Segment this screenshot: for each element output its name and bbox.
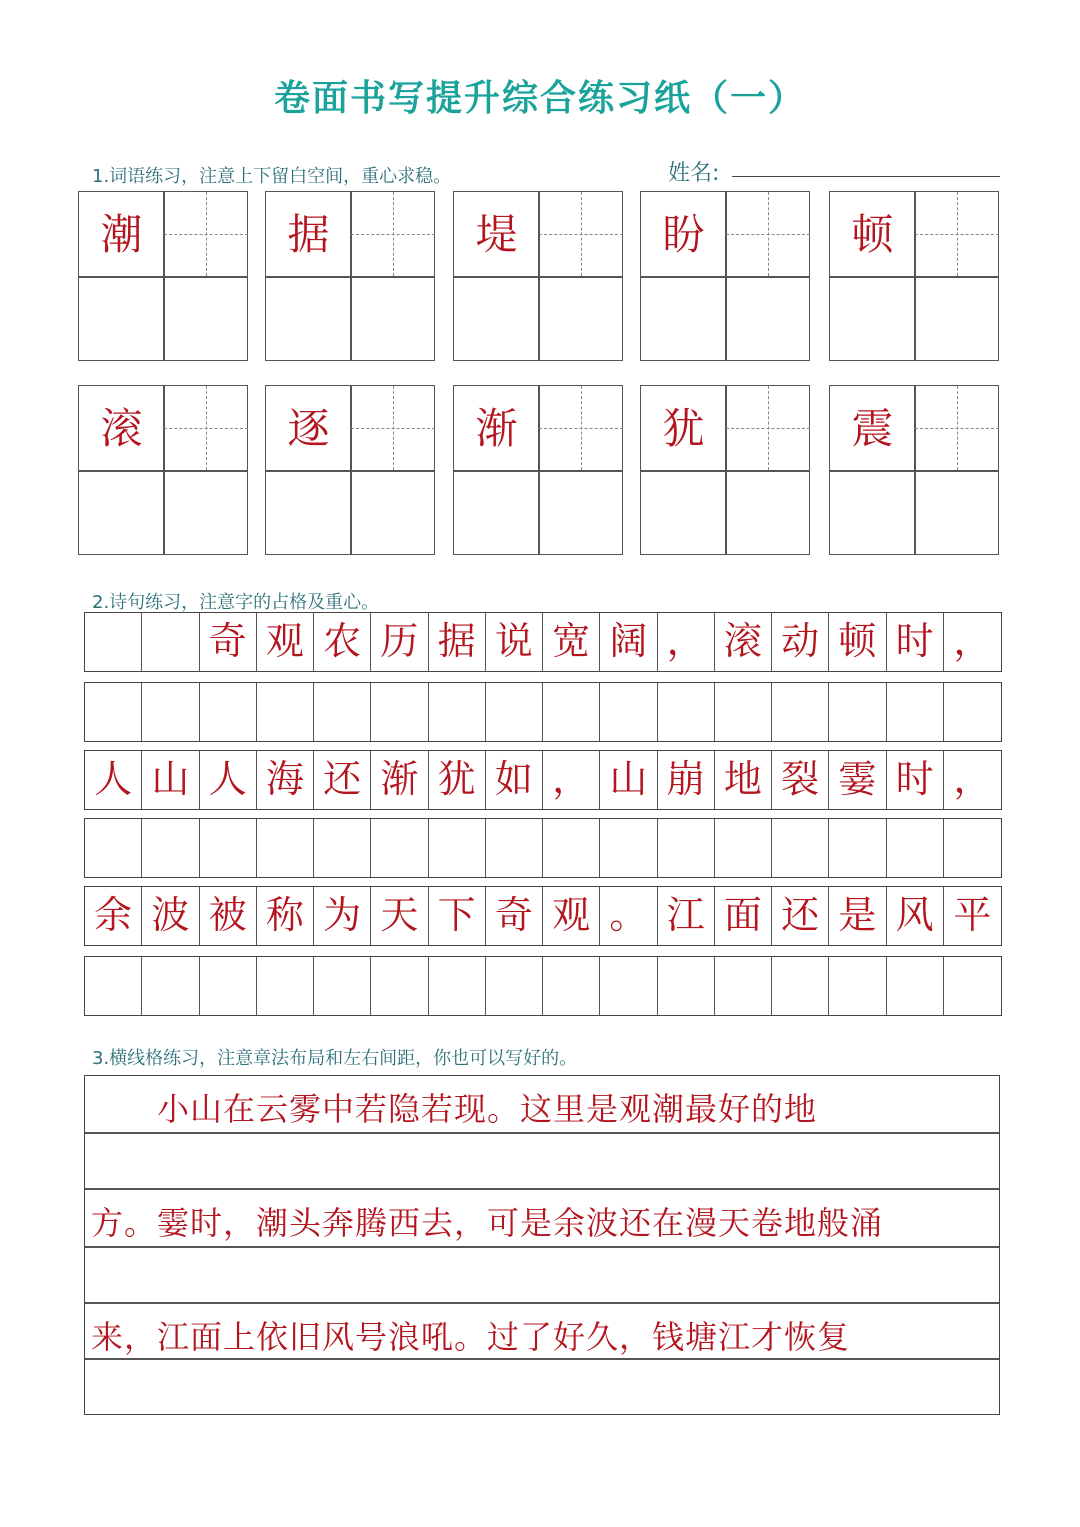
grid-cell[interactable]: 观 — [543, 887, 600, 945]
lined-text-3: 来，江面上依旧风号浪吼。过了好久，钱塘江才恢复 — [91, 1318, 851, 1356]
grid-cell[interactable] — [658, 957, 715, 1015]
grid-cell[interactable] — [543, 819, 600, 877]
grid-cell[interactable]: 据 — [429, 613, 486, 671]
grid-cell[interactable]: 是 — [829, 887, 886, 945]
grid-cell[interactable] — [429, 957, 486, 1015]
tianzige-box[interactable] — [829, 191, 999, 361]
grid-cell[interactable] — [887, 957, 944, 1015]
grid-cell[interactable] — [314, 819, 371, 877]
grid-cell[interactable] — [772, 957, 829, 1015]
grid-cell[interactable] — [715, 819, 772, 877]
grid-cell[interactable]: ， — [953, 757, 992, 801]
grid-cell[interactable] — [371, 957, 428, 1015]
grid-cell[interactable] — [772, 683, 829, 741]
grid-cell[interactable]: 余 — [85, 887, 142, 945]
grid-cell[interactable] — [543, 957, 600, 1015]
grid-cell[interactable] — [257, 683, 314, 741]
grid-cell[interactable] — [658, 819, 715, 877]
name-label: 姓名: — [668, 161, 720, 186]
grid-cell[interactable]: 下 — [429, 887, 486, 945]
grid-cell[interactable] — [142, 613, 199, 671]
grid-cell[interactable]: 地 — [715, 751, 772, 809]
grid-cell[interactable]: ， — [543, 751, 600, 809]
grid-cell[interactable] — [314, 683, 371, 741]
tianzige-box[interactable] — [265, 191, 435, 361]
grid-cell[interactable] — [715, 957, 772, 1015]
name-input-line[interactable] — [732, 176, 1000, 177]
lined-practice-area[interactable] — [84, 1075, 1000, 1415]
sample-character: 潮 — [100, 210, 143, 259]
grid-cell[interactable] — [543, 683, 600, 741]
grid-cell[interactable]: 江 — [658, 887, 715, 945]
grid-cell[interactable]: 时 — [887, 751, 944, 809]
grid-cell[interactable] — [371, 819, 428, 877]
sample-character: 逐 — [287, 404, 330, 453]
grid-cell[interactable]: 面 — [715, 887, 772, 945]
ruled-line — [85, 1302, 999, 1304]
grid-cell[interactable]: 。 — [600, 887, 657, 945]
ruled-line — [85, 1358, 999, 1360]
sample-character: 据 — [287, 210, 330, 259]
ruled-line — [85, 1188, 999, 1190]
grid-cell[interactable] — [486, 683, 543, 741]
grid-cell[interactable] — [257, 819, 314, 877]
section3-heading: 3.横线格练习，注意章法布局和左右间距，你也可以写好的。 — [92, 1048, 578, 1069]
sample-character: 震 — [851, 404, 894, 453]
grid-cell[interactable] — [142, 957, 199, 1015]
grid-cell[interactable]: ， — [953, 619, 992, 663]
tianzige-box[interactable] — [829, 385, 999, 555]
page-title: 卷面书写提升综合练习纸（一） — [273, 78, 806, 119]
grid-cell[interactable] — [944, 957, 1001, 1015]
grid-cell[interactable]: ， — [658, 613, 715, 671]
grid-cell[interactable] — [829, 819, 886, 877]
grid-cell[interactable] — [887, 819, 944, 877]
grid-cell[interactable] — [715, 683, 772, 741]
grid-cell[interactable]: 渐 — [371, 751, 428, 809]
sample-character: 犹 — [662, 404, 705, 453]
grid-cell[interactable] — [600, 819, 657, 877]
grid-cell[interactable] — [600, 683, 657, 741]
grid-cell[interactable]: 崩 — [658, 751, 715, 809]
grid-cell[interactable] — [85, 957, 142, 1015]
tianzige-box[interactable] — [453, 385, 623, 555]
grid-cell[interactable] — [429, 819, 486, 877]
grid-cell[interactable]: 时 — [887, 613, 944, 671]
grid-cell[interactable]: 奇 — [200, 613, 257, 671]
grid-cell[interactable]: 宽 — [543, 613, 600, 671]
grid-cell[interactable]: 人 — [85, 751, 142, 809]
grid-cell[interactable]: 天 — [371, 887, 428, 945]
sample-character: 渐 — [475, 404, 518, 453]
ruled-line — [85, 1132, 999, 1134]
grid-cell[interactable] — [944, 683, 1001, 741]
grid-cell[interactable] — [486, 819, 543, 877]
grid-cell[interactable] — [142, 683, 199, 741]
grid-cell[interactable] — [85, 683, 142, 741]
tianzige-box[interactable] — [640, 191, 810, 361]
grid-cell[interactable]: 顿 — [829, 613, 886, 671]
grid-cell[interactable]: 称 — [257, 887, 314, 945]
grid-cell[interactable] — [200, 819, 257, 877]
grid-cell[interactable]: 还 — [772, 887, 829, 945]
grid-cell[interactable] — [257, 957, 314, 1015]
grid-cell[interactable]: 观 — [257, 613, 314, 671]
grid-row — [84, 682, 1002, 742]
section1-heading: 1.词语练习，注意上下留白空间，重心求稳。 — [92, 166, 452, 187]
tianzige-box[interactable] — [78, 191, 248, 361]
grid-cell[interactable] — [429, 683, 486, 741]
grid-cell[interactable]: 滚 — [715, 613, 772, 671]
section2-heading: 2.诗句练习，注意字的占格及重心。 — [92, 592, 380, 613]
grid-cell[interactable] — [85, 613, 142, 671]
grid-row — [84, 818, 1002, 878]
grid-cell[interactable] — [371, 683, 428, 741]
grid-cell[interactable]: 农 — [314, 613, 371, 671]
grid-cell[interactable]: 犹 — [429, 751, 486, 809]
grid-cell[interactable]: 平 — [953, 893, 992, 937]
grid-cell[interactable] — [85, 819, 142, 877]
grid-cell[interactable] — [944, 819, 1001, 877]
sample-character: 滚 — [100, 404, 143, 453]
tianzige-box[interactable] — [453, 191, 623, 361]
grid-cell[interactable]: 被 — [200, 887, 257, 945]
grid-cell[interactable]: 为 — [314, 887, 371, 945]
grid-cell[interactable]: 说 — [486, 613, 543, 671]
grid-cell[interactable] — [772, 819, 829, 877]
ruled-line — [85, 1246, 999, 1248]
sample-character: 顿 — [851, 210, 894, 259]
grid-cell[interactable]: 奇 — [486, 887, 543, 945]
grid-cell[interactable]: 裂 — [772, 751, 829, 809]
grid-cell[interactable]: 如 — [486, 751, 543, 809]
grid-row — [84, 956, 1002, 1016]
lined-text-1: 小山在云雾中若隐若现。这里是观潮最好的地 — [91, 1090, 818, 1128]
grid-cell[interactable] — [887, 683, 944, 741]
grid-cell[interactable] — [200, 957, 257, 1015]
grid-cell[interactable]: 波 — [142, 887, 199, 945]
grid-cell[interactable]: 动 — [772, 613, 829, 671]
grid-row — [84, 750, 1002, 810]
grid-cell[interactable]: 山 — [142, 751, 199, 809]
grid-cell[interactable]: 山 — [600, 751, 657, 809]
grid-cell[interactable] — [200, 683, 257, 741]
grid-cell[interactable]: 人 — [200, 751, 257, 809]
grid-cell[interactable]: 阔 — [600, 613, 657, 671]
grid-cell[interactable] — [314, 957, 371, 1015]
grid-cell[interactable] — [829, 683, 886, 741]
grid-cell[interactable] — [829, 957, 886, 1015]
grid-row — [84, 612, 1002, 672]
grid-cell[interactable] — [600, 957, 657, 1015]
tianzige-box[interactable] — [265, 385, 435, 555]
tianzige-box[interactable] — [640, 385, 810, 555]
grid-cell[interactable] — [658, 683, 715, 741]
grid-cell[interactable]: 还 — [314, 751, 371, 809]
lined-text-2: 方。霎时，潮头奔腾西去，可是余波还在漫天卷地般涌 — [91, 1204, 884, 1242]
tianzige-box[interactable] — [78, 385, 248, 555]
grid-cell[interactable] — [486, 957, 543, 1015]
grid-cell[interactable]: 历 — [371, 613, 428, 671]
grid-cell[interactable]: 风 — [887, 887, 944, 945]
grid-row — [84, 886, 1002, 946]
grid-cell[interactable]: 海 — [257, 751, 314, 809]
sample-character: 堤 — [475, 210, 518, 259]
grid-cell[interactable]: 霎 — [829, 751, 886, 809]
grid-cell[interactable] — [142, 819, 199, 877]
sample-character: 盼 — [662, 210, 705, 259]
